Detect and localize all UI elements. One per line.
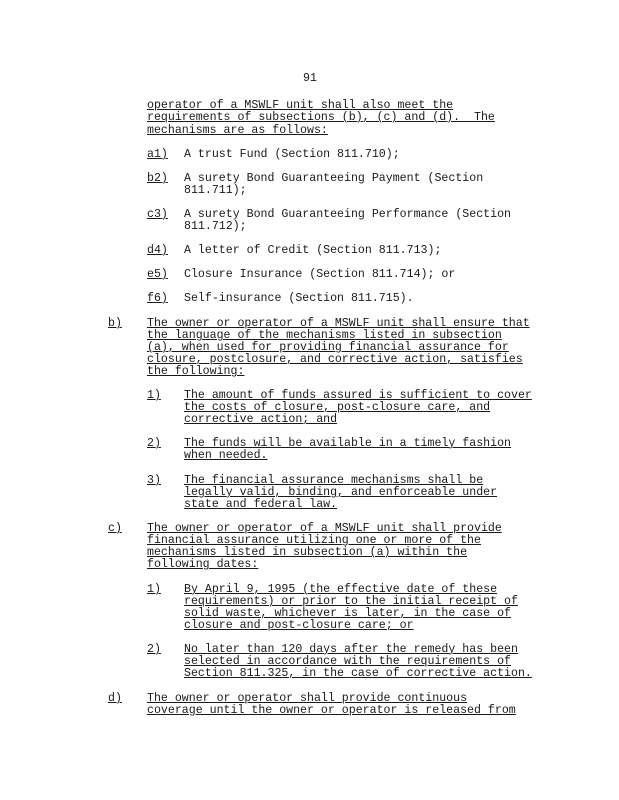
section-b-item-text: corrective action; and <box>184 413 338 426</box>
section-c-item-text: By April 9, 1995 (the effective date of these <box>184 583 498 596</box>
section-b-item-text: The amount of funds assured is sufficient to cover <box>184 389 532 402</box>
section-c-item-text: requirements) or prior to the initial receipt of <box>184 595 518 608</box>
intro-line: mechanisms are as follows: <box>147 124 328 137</box>
mechanism-marker: f6) <box>147 292 168 305</box>
mechanism-marker: d4) <box>147 244 168 257</box>
section-c-item-marker: 1) <box>147 583 161 596</box>
section-c-line: financial assurance utilizing one or more of the <box>147 534 481 547</box>
mechanism-text: A trust Fund (Section 811.710); <box>184 148 400 161</box>
mechanism-text: Closure Insurance (Section 811.714); or <box>184 268 456 281</box>
section-b-item-text: legally valid, binding, and enforceable under <box>184 486 498 499</box>
section-c-line: The owner or operator of a MSWLF unit shall provide <box>147 522 502 535</box>
section-b-line: closure, postclosure, and corrective action, satisfies <box>147 353 523 366</box>
section-b-item-text: The financial assurance mechanisms shall be <box>184 474 484 487</box>
section-b-line: The owner or operator of a MSWLF unit shall ensure that <box>147 317 530 330</box>
section-b-item-marker: 2) <box>147 437 161 450</box>
section-b-item-marker: 1) <box>147 389 161 402</box>
section-b-item-text: the costs of closure, post-closure care, and <box>184 401 491 414</box>
mechanism-text: A surety Bond Guaranteeing Payment (Section <box>184 172 484 185</box>
section-c-marker: c) <box>108 522 122 535</box>
mechanism-text: 811.711); <box>184 184 247 197</box>
section-b-line: the language of the mechanisms listed in subsection <box>147 329 502 342</box>
section-c-item-text: closure and post-closure care; or <box>184 619 414 632</box>
section-c-item-text: selected in accordance with the requirements of <box>184 655 511 668</box>
section-c-line: following dates: <box>147 558 259 571</box>
mechanism-marker: c3) <box>147 208 168 221</box>
mechanism-text: A surety Bond Guaranteeing Performance (Section <box>184 208 511 221</box>
section-d-line: The owner or operator shall provide continuous <box>147 692 468 705</box>
mechanism-marker: b2) <box>147 172 168 185</box>
mechanism-marker: e5) <box>147 268 168 281</box>
mechanism-text: A letter of Credit (Section 811.713); <box>184 244 442 257</box>
intro-line: operator of a MSWLF unit shall also meet the <box>147 99 454 112</box>
section-b-item-marker: 3) <box>147 474 161 487</box>
section-b-marker: b) <box>108 317 122 330</box>
section-b-line: (a), when used for providing financial assurance for <box>147 341 509 354</box>
section-d-marker: d) <box>108 692 122 705</box>
section-c-item-text: solid waste, whichever is later, in the case of <box>184 607 511 620</box>
section-d-line: coverage until the owner or operator is released from <box>147 704 516 717</box>
section-c-item-text: No later than 120 days after the remedy has been <box>184 643 518 656</box>
section-c-item-text: Section 811.325, in the case of corrective action. <box>184 667 532 680</box>
section-c-item-marker: 2) <box>147 643 161 656</box>
section-b-item-text: The funds will be available in a timely fashion <box>184 437 511 450</box>
mechanism-text: Self-insurance (Section 811.715). <box>184 292 414 305</box>
section-b-item-text: when needed. <box>184 449 268 462</box>
mechanism-text: 811.712); <box>184 220 247 233</box>
section-b-item-text: state and federal law. <box>184 498 338 511</box>
intro-line: requirements of subsections (b), (c) and (d). The <box>147 111 495 124</box>
page-number: 91 <box>303 72 317 85</box>
section-c-line: mechanisms listed in subsection (a) within the <box>147 546 468 559</box>
section-b-line: the following: <box>147 365 245 378</box>
mechanism-marker: a1) <box>147 148 168 161</box>
